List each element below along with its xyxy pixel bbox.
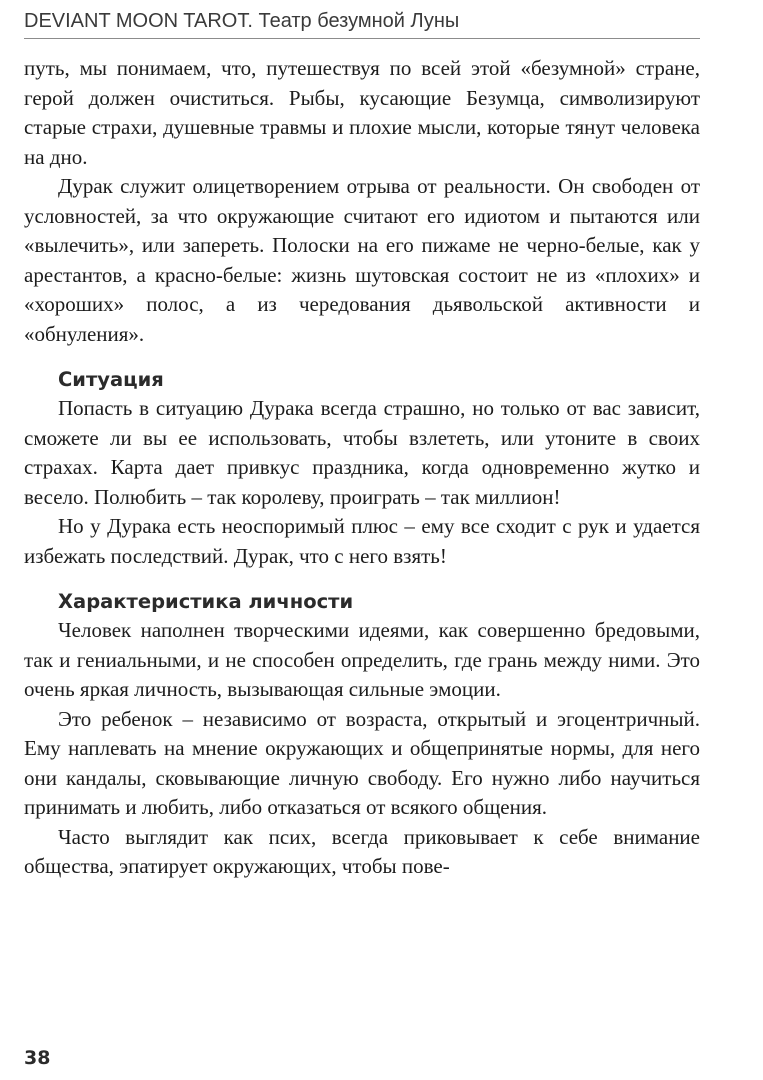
situation-heading: Ситуация: [58, 368, 164, 391]
running-header: DEVIANT MOON TAROT. Театр безумной Луны: [24, 8, 700, 39]
personality-paragraph-2: Это ребенок – независимо от возраста, открытый и эгоцентричный. Ему наплевать на мнение окружающих и общепринятые нормы, для него они кандалы, сковывающие личную свободу. Его нужно либо научиться принимать и любить, либо отказаться от всякого общения.: [24, 706, 700, 819]
intro-paragraph-2: Дурак служит олицетворением отрыва от реальности. Он свободен от условностей, за что окружающие считают его идиотом и пытаются или «вылечить», или запереть. Полоски на его пижаме не черно-белые, как у арестантов, а красно-белые: жизнь шутовская состоит не из «плохих» и «хороших» полос, а из чередования дьявольской активности и «обнуления».: [24, 174, 700, 346]
personality-heading: Характеристика личности: [58, 590, 354, 613]
situation-paragraph-1: Попасть в ситуацию Дурака всегда страшно, но только от вас зависит, сможете ли вы ее использовать, чтобы взлететь, или утоните в своих страхах. Карта дает привкус праздника, когда одновременно жутко и весело. Полюбить – так королеву, проиграть – так миллион!: [24, 396, 700, 509]
intro-paragraph-1: путь, мы понимаем, что, путешествуя по всей этой «безумной» стране, герой должен очиститься. Рыбы, кусающие Безумца, символизируют старые страхи, душевные травмы и плохие мысли, которые тянут человека на дно.: [24, 56, 700, 169]
personality-paragraph-1: Человек наполнен творческими идеями, как совершенно бредовыми, так и гениальными, и не способен определить, где грань между ними. Это очень яркая личность, вызывающая сильные эмоции.: [24, 618, 700, 701]
personality-paragraph-3: Часто выглядит как псих, всегда приковывает к себе внимание общества, эпатирует окружающих, чтобы пове-: [24, 824, 700, 878]
situation-paragraph-2: Но у Дурака есть неоспоримый плюс – ему все сходит с рук и удается избежать последствий. Дурак, что с него взять!: [24, 514, 700, 568]
body-text: [24, 54, 700, 882]
page-number: 38: [24, 1047, 51, 1069]
